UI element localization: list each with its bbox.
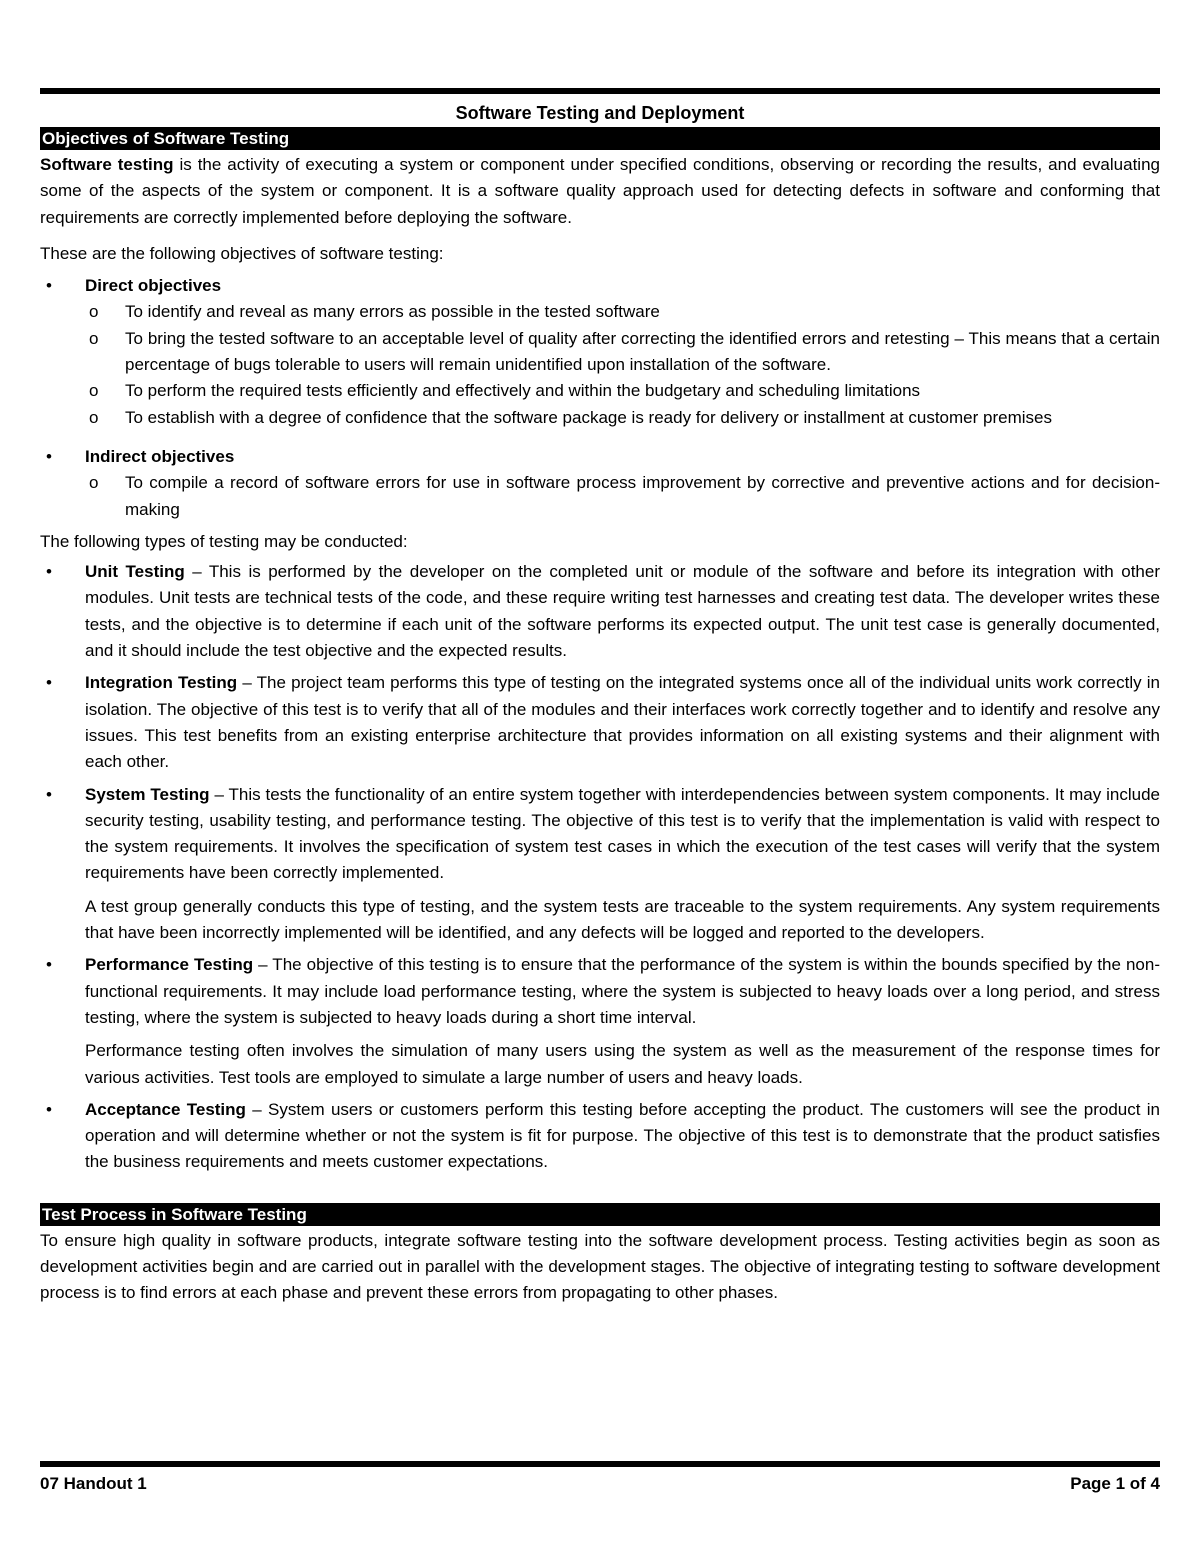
top-rule — [40, 88, 1160, 94]
bullet-icon: • — [46, 562, 52, 582]
testing-type-extra: Performance testing often involves the simulation of many users using the system as well as the measurement of the response times for various activities. Test tools are employed to simulate a large number of users and heavy loads. — [85, 1041, 1160, 1087]
list-item-text: To compile a record of software errors for use in software process improvement by corrective and preventive actions and for decision-making — [125, 473, 1160, 519]
objectives-lead: These are the following objectives of software testing: — [40, 243, 444, 263]
page-footer — [40, 1461, 1160, 1496]
footer-handout-label: 07 Handout 1 — [40, 1474, 147, 1493]
testing-type-text: – This tests the functionality of an entire system together with interdependencies between system components. It may include security testing, usability testing, and performance testing. The objective of this test is to verify that the implementation is valid with respect to the system requirements. It involves the specification of system test cases in which the execution of the test cases will verify that the system requirements have been correctly implemented. — [85, 784, 1161, 883]
test-process-paragraph: To ensure high quality in software products, integrate software testing into the software development process. Testing activities begin as soon as development activities begin and are carried out in parallel with the development stages. The objective of integrating testing to software development process is to find errors at each phase and prevent these errors from propagating to other phases. — [40, 1230, 1160, 1303]
bullet-icon: • — [46, 276, 52, 296]
list-item-text: To identify and reveal as many errors as possible in the tested software — [125, 302, 660, 322]
list-item — [85, 378, 1160, 404]
testing-type-text: – The objective of this testing is to ensure that the performance of the system is within the bounds specified by the non-functional requirements. It may include load performance testing, where the system is subjected to heavy loads over a long period, and stress testing, where the system is subjected to heavy loads during a short time interval. — [85, 955, 1161, 1027]
bottom-rule — [40, 1461, 1160, 1467]
section-heading-objectives: Objectives of Software Testing — [40, 127, 1160, 150]
testing-type-performance — [40, 952, 1160, 1090]
testing-type-text: – System users or customers perform this testing before accepting the product. The customers will see the product in operation and will determine whether or not the system is fit for purpose. The objective of this test is to demonstrate that the product satisfies the business requirements and meets customer expectations. — [85, 1099, 1160, 1172]
testing-type-system — [40, 782, 1160, 947]
list-item — [85, 299, 1160, 325]
circle-bullet-icon: o — [89, 407, 99, 427]
list-item-text: To bring the tested software to an acceptable level of quality after correcting the identified errors and retesting – This means that a certain percentage of bugs tolerable to users will remain unidentified upon installation of the software. — [125, 328, 1160, 375]
bullet-icon: • — [46, 784, 52, 804]
testing-type-acceptance — [40, 1097, 1160, 1176]
intro-term: Software testing — [40, 155, 174, 174]
testing-type-integration — [40, 670, 1160, 775]
intro-paragraph — [40, 152, 1160, 231]
testing-type-name: Acceptance Testing — [85, 1099, 246, 1119]
bullet-icon: • — [46, 955, 52, 975]
objectives-list — [40, 273, 1160, 523]
testing-type-text: – This is performed by the developer on the completed unit or module of the software and before its integration with other modules. Unit tests are technical tests of the code, and these require writing test harnesses and creating test data. The developer writes these tests, and the objective is to determine if each unit of the software performs its expected output. The unit test case is generally documented, and it should include the test objective and the expected results. — [85, 562, 1160, 661]
direct-objectives-label: Direct objectives — [85, 276, 222, 296]
list-item — [40, 444, 1160, 523]
types-lead: The following types of testing may be conducted: — [40, 531, 408, 551]
footer-text-row — [40, 1472, 1160, 1496]
testing-type-name: System Testing — [85, 784, 210, 804]
circle-bullet-icon: o — [89, 473, 99, 493]
bullet-icon: • — [46, 1099, 52, 1119]
testing-type-unit — [40, 559, 1160, 664]
footer-page-number: Page 1 of 4 — [1070, 1474, 1160, 1493]
document-page — [40, 88, 1160, 1307]
section-heading-test-process: Test Process in Software Testing — [40, 1203, 1160, 1226]
list-item-text: To establish with a degree of confidence that the software package is ready for delivery or installment at customer premises — [125, 407, 1052, 427]
list-item — [40, 273, 1160, 431]
list-item — [85, 405, 1160, 431]
list-item — [85, 470, 1160, 523]
indirect-objectives-label: Indirect objectives — [85, 446, 235, 466]
document-title: Software Testing and Deployment — [455, 103, 745, 123]
testing-type-name: Unit Testing — [85, 562, 185, 582]
testing-types-list — [40, 559, 1160, 1176]
list-item-text: To perform the required tests efficiently and effectively and within the budgetary and scheduling limitations — [125, 381, 921, 401]
list-item — [85, 326, 1160, 379]
testing-type-extra: A test group generally conducts this type of testing, and the system tests are traceable to the system requirements. Any system requirements that have been incorrectly implemented will be identified, and any defects will be logged and reported to the developers. — [85, 896, 1160, 943]
intro-text: is the activity of executing a system or component under specified conditions, observing or recording the results, and evaluating some of the aspects of the system or component. It is a software quality approach used for detecting defects in software and conforming that requirements are correctly implemented before deploying the software. — [40, 155, 1160, 227]
circle-bullet-icon: o — [89, 328, 99, 348]
testing-type-name: Performance Testing — [85, 955, 254, 975]
circle-bullet-icon: o — [89, 381, 99, 401]
indirect-objectives-sublist — [85, 470, 1160, 523]
circle-bullet-icon: o — [89, 302, 99, 322]
bullet-icon: • — [46, 446, 52, 466]
testing-type-text: – The project team performs this type of testing on the integrated systems once all of the individual units work correctly in isolation. The objective of this test is to verify that all of the modules and their interfaces work correctly together and to identify and resolve any issues. This test benefits from an existing enterprise architecture that provides information on all existing systems and their alignment with each other. — [85, 673, 1160, 772]
direct-objectives-sublist — [85, 299, 1160, 430]
bullet-icon: • — [46, 673, 52, 693]
testing-type-name: Integration Testing — [85, 673, 238, 693]
